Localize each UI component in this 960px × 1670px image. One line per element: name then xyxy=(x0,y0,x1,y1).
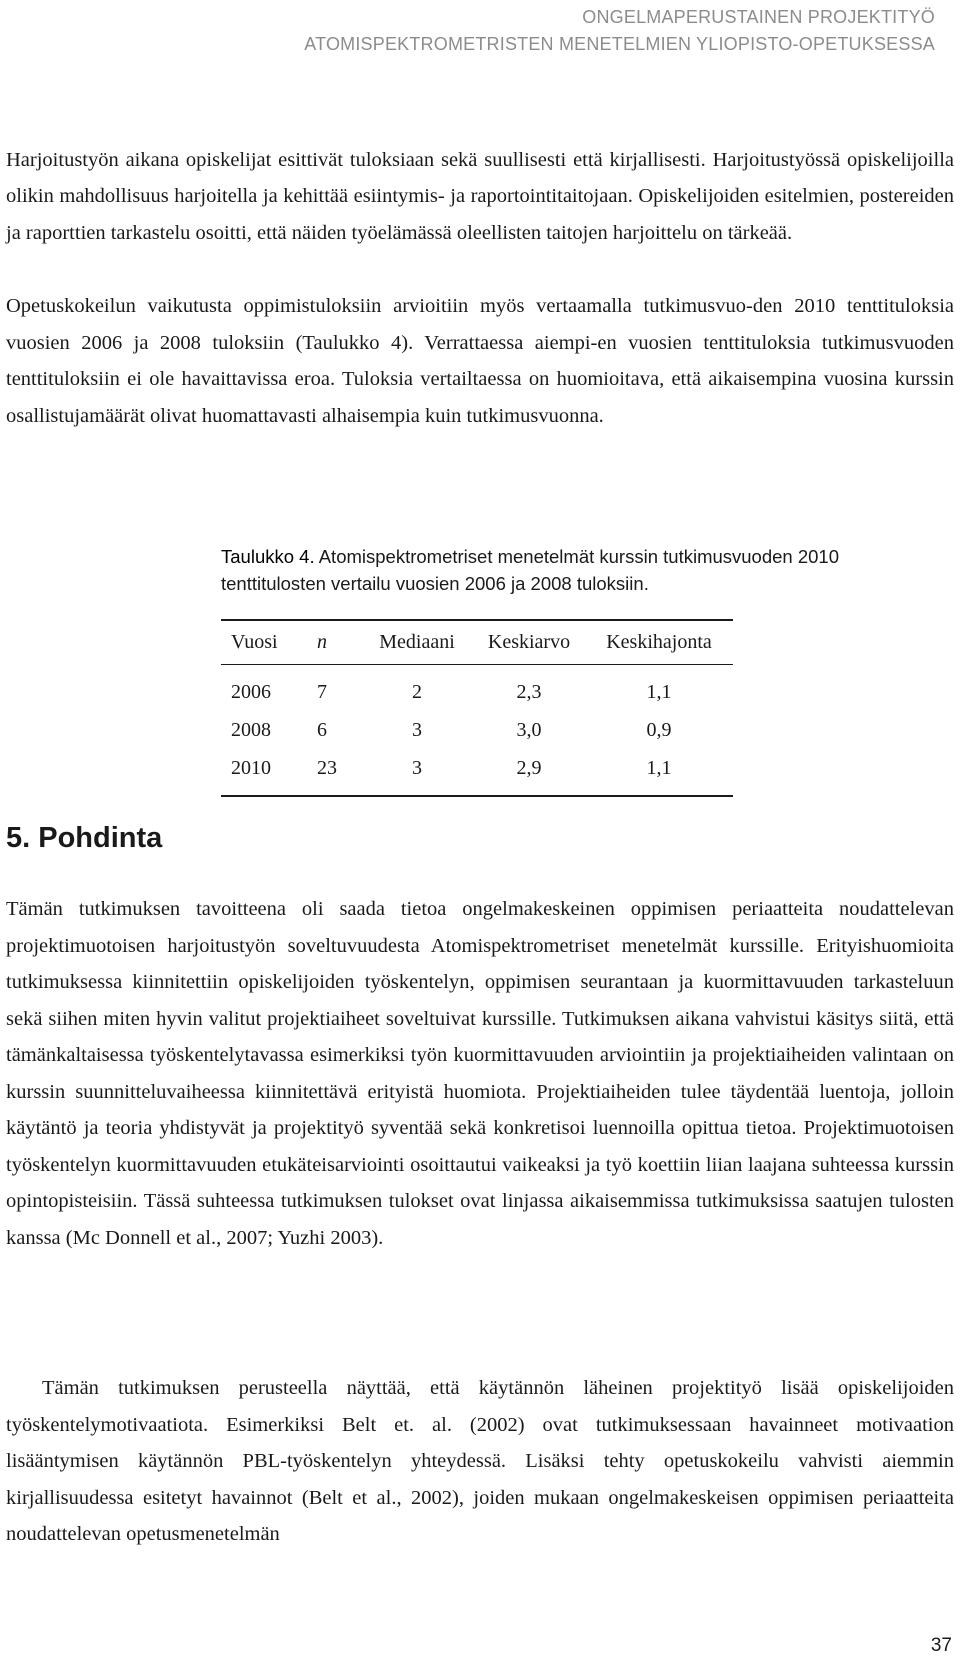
table-row xyxy=(221,665,733,712)
exam-results-table xyxy=(221,619,733,797)
paragraph-exam-results: Opetuskokeilun vaikutusta oppimistuloksiin arvioitiin myös vertaamalla tutkimusvuo-den 2010 tenttituloksia vuosien 2006 ja 2008 tuloksiin (Taulukko 4). Verrattaessa aiempi-en vuosien tenttituloksia tutkimusvuoden tenttituloksiin ei ole havaittavissa eroa. Tuloksia vertailtaessa on huomioitava, että aikaisempina vuosina kurssin osallistujamäärät olivat huomattavasti alhaisempia kuin tutkimusvuonna. xyxy=(6,295,954,427)
paragraph-discussion-1: Tämän tutkimuksen tavoitteena oli saada tietoa ongelmakeskeinen oppimisen periaatteita noudattelevan projektimuotoisen harjoitustyön soveltuvuudesta Atomispektrometriset menetelmät kurssille. Erityishuomioita tutkimuksessa kiinnitettiin opiskelijoiden työskentelyn, oppimisen seurantaan ja kuormittavuuden tarkasteluun sekä siihen miten hyvin valitut projektiaiheet soveltuivat kurssille. Tutkimuksen aikana vahvistui käsitys siitä, että tämänkaltaisessa työskentelytavassa esimerkiksi työn kuormittavuuden arviointiin ja projektiaiheiden valintaan on kurssin suunnitteluvaiheessa kiinnitettävä erityistä huomiota. Projektiaiheiden tulee täydentää luentoja, jolloin käytäntö ja teoria yhdistyvät ja projektityö syventää sekä konkretisoi luennoilla opittua tietoa. Projektimuotoisen työskentelyn kuormittavuuden etukäteisarviointi osoittautui vaikeaksi ja työ koettiin liian laajana suhteessa kurssin opintopisteisiin. Tässä suhteessa tutkimuksen tulokset ovat linjassa aikaisemmissa tutkimuksissa saatujen tulosten kanssa (Mc Donnell et al., 2007; Yuzhi 2003). xyxy=(6,898,954,1249)
table-caption-text-2: tenttitulosten vertailu vuosien 2006 ja 2008 tuloksiin. xyxy=(221,573,649,594)
running-header xyxy=(235,4,935,58)
cell-year: 2008 xyxy=(231,718,271,741)
table-row xyxy=(221,711,733,749)
cell-median: 3 xyxy=(412,718,422,741)
cell-n: 23 xyxy=(317,756,337,779)
paragraph-discussion-2: Tämän tutkimuksen perusteella näyttää, että käytännön läheinen projektityö lisää opiskelijoiden työskentelymotivaatiota. Esimerkiksi Belt et. al. (2002) ovat tutkimuksessaan havainneet motivaation lisääntymisen käytännön PBL-työskentelyn yhteydessä. Lisäksi tehty opetuskokeilu vahvisti aiemmin kirjallisuudessa esitetyt havainnot (Belt et al., 2002), joiden mukaan ongelmakeskeisen oppimisen periaatteita noudattelevan opetusmenetelmän xyxy=(6,1377,954,1545)
cell-mean: 2,3 xyxy=(516,680,542,703)
column-header-mean: Keskiarvo xyxy=(487,631,571,653)
section-heading-discussion: 5. Pohdinta xyxy=(6,822,163,854)
table-caption xyxy=(221,543,901,597)
cell-year: 2006 xyxy=(231,680,271,703)
cell-sd: 1,1 xyxy=(646,756,672,779)
running-header-line-1: ONGELMAPERUSTAINEN PROJEKTITYÖ xyxy=(582,7,935,27)
cell-n: 6 xyxy=(317,718,327,741)
column-header-year: Vuosi xyxy=(231,631,278,653)
page-number: 37 xyxy=(930,1635,952,1656)
running-header-line-2: ATOMISPEKTROMETRISTEN MENETELMIEN YLIOPISTO-OPETUKSESSA xyxy=(304,34,935,54)
column-header-n: n xyxy=(317,631,327,653)
cell-sd: 0,9 xyxy=(646,718,672,741)
paragraph-presentations: Harjoitustyön aikana opiskelijat esittivät tuloksiaan sekä suullisesti että kirjallisesti. Harjoitustyössä opiskelijoilla olikin mahdollisuus harjoitella ja kehittää esiintymis- ja raportointitaitojaan. Opiskelijoiden esitelmien, postereiden ja raporttien tarkastelu osoitti, että näiden työelämässä oleellisten taitojen harjoittelu on tärkeää. xyxy=(6,149,954,244)
cell-n: 7 xyxy=(317,680,327,703)
table-row xyxy=(221,749,733,796)
table-caption-text-1: Atomispektrometriset menetelmät kurssin tutkimusvuoden 2010 xyxy=(318,546,840,567)
cell-mean: 2,9 xyxy=(516,756,542,779)
cell-median: 2 xyxy=(412,680,422,703)
cell-median: 3 xyxy=(412,756,422,779)
cell-mean: 3,0 xyxy=(516,718,542,741)
table-caption-label: Taulukko 4. xyxy=(221,546,315,567)
cell-year: 2010 xyxy=(231,756,271,779)
column-header-median: Mediaani xyxy=(379,631,455,653)
table-header-row xyxy=(221,620,733,665)
column-header-sd: Keskihajonta xyxy=(606,631,712,653)
cell-sd: 1,1 xyxy=(646,680,672,703)
